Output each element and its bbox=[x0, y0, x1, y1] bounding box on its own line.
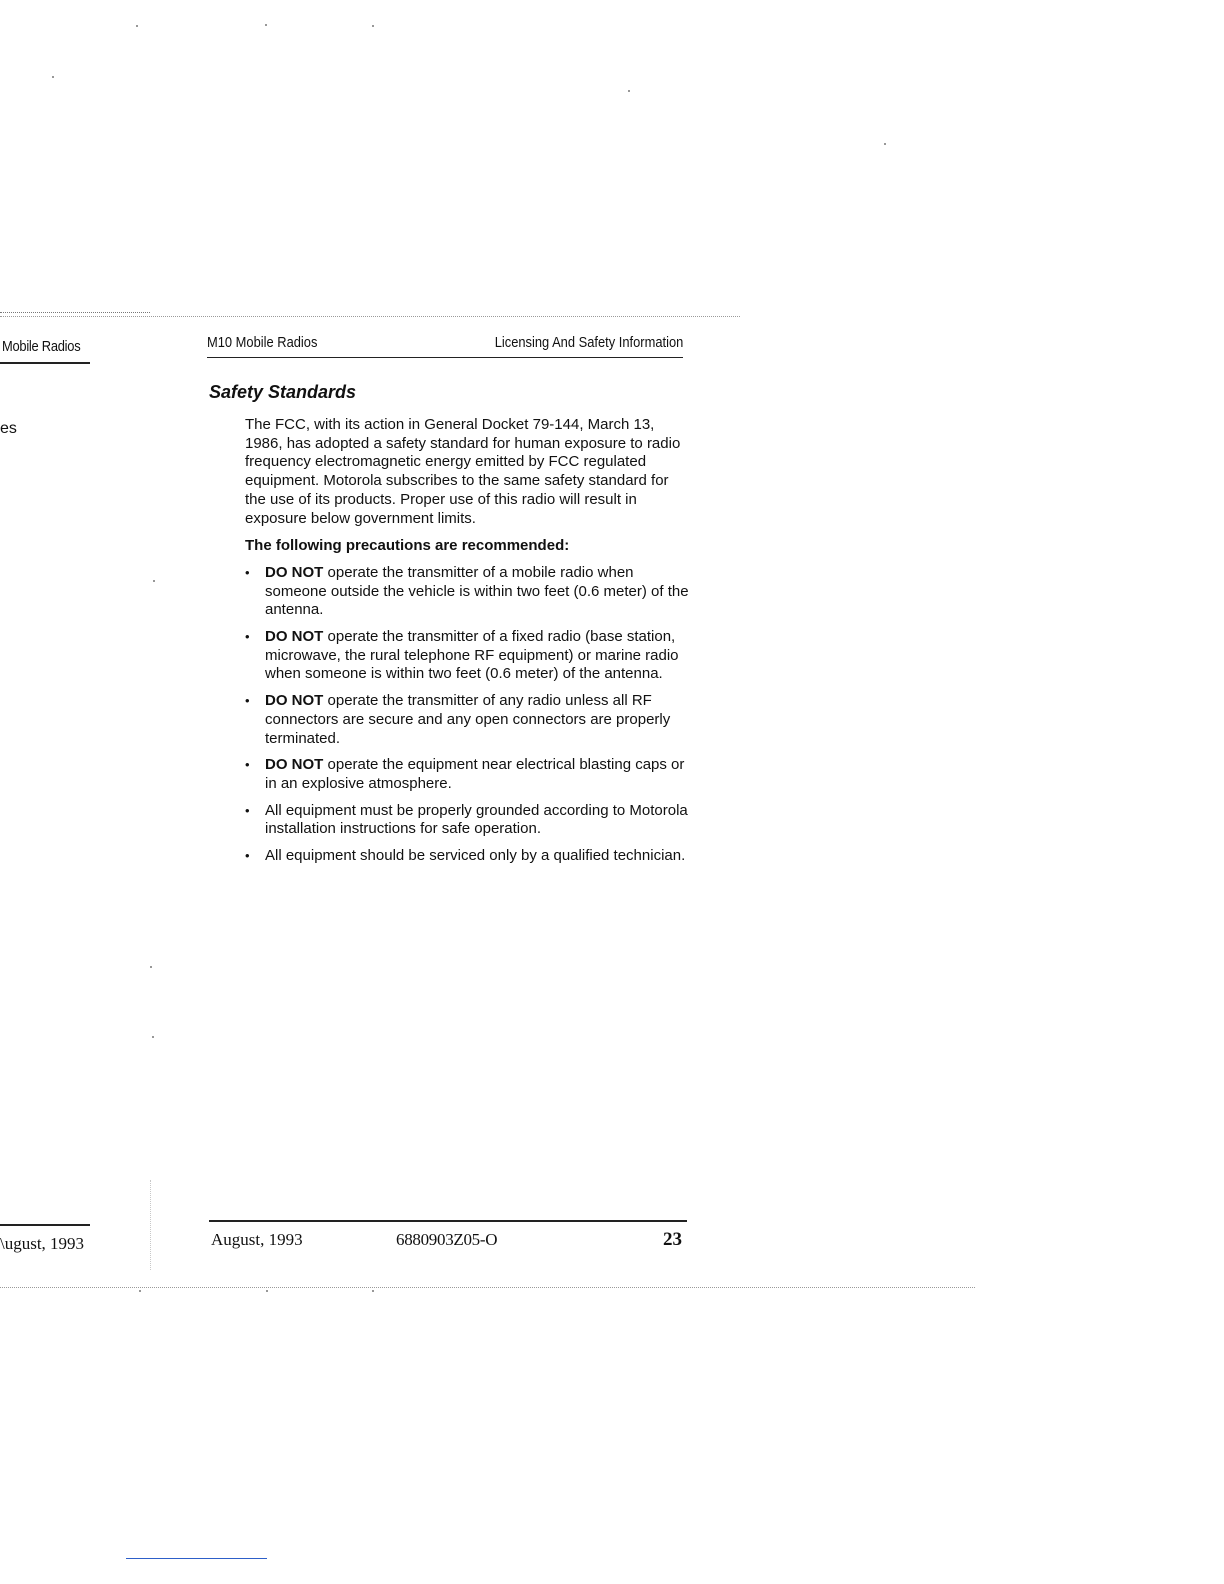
list-item bbox=[245, 847, 690, 866]
scan-speck bbox=[139, 1290, 141, 1292]
scan-edge-line bbox=[0, 316, 740, 317]
bullet-icon: • bbox=[245, 564, 250, 580]
page-fold-line bbox=[150, 1180, 151, 1270]
scan-edge-line bbox=[0, 1287, 975, 1288]
emphasis-text: DO NOT bbox=[265, 692, 324, 710]
list-item-text: operate the equipment near electrical blasting caps or in an explosive atmosphere. bbox=[265, 756, 685, 792]
section-title: Safety Standards bbox=[209, 382, 357, 402]
scan-speck bbox=[150, 966, 152, 968]
scan-speck bbox=[372, 1290, 374, 1292]
bullet-icon: • bbox=[245, 629, 250, 645]
scan-speck bbox=[372, 25, 374, 27]
bullet-icon: • bbox=[245, 757, 250, 773]
scan-speck bbox=[266, 1290, 268, 1292]
scan-speck bbox=[136, 25, 138, 27]
footer-date: August, 1993 bbox=[211, 1230, 303, 1249]
section-body bbox=[245, 416, 690, 874]
emphasis-text: DO NOT bbox=[265, 756, 324, 774]
manual-title: M10 Mobile Radios bbox=[207, 334, 318, 351]
page-number: 23 bbox=[663, 1229, 682, 1250]
bullet-icon: • bbox=[245, 802, 250, 818]
bullet-icon: • bbox=[245, 693, 250, 709]
list-item bbox=[245, 692, 690, 748]
previous-page-text-fragment: es bbox=[0, 420, 17, 437]
footer-rule bbox=[209, 1220, 687, 1222]
previous-page-header-rule bbox=[0, 362, 90, 364]
blue-underline-mark bbox=[126, 1558, 267, 1559]
list-item-text: All equipment should be serviced only by a qualified technician. bbox=[265, 847, 686, 865]
page-header bbox=[207, 334, 683, 358]
scan-speck bbox=[153, 580, 155, 582]
list-item-text: operate the transmitter of a fixed radio (base station, microwave, the rural telephone RF equipment) or marine radio when someone is within two feet (0.6 meter) of the antenna. bbox=[265, 628, 679, 683]
header-rule bbox=[207, 357, 683, 358]
list-item-text: operate the transmitter of any radio unless all RF connectors are secure and any open connectors are properly terminated. bbox=[265, 692, 671, 747]
emphasis-text: DO NOT bbox=[265, 628, 324, 646]
previous-page-footer: \ugust, 1993 bbox=[0, 1234, 85, 1253]
previous-page-footer-rule bbox=[0, 1224, 90, 1226]
list-item-text: operate the transmitter of a mobile radio when someone outside the vehicle is within two feet (0.6 meter) of the antenna. bbox=[265, 563, 689, 619]
scan-speck bbox=[152, 1036, 154, 1038]
precautions-list bbox=[245, 564, 690, 866]
previous-page-header: Mobile Radios bbox=[2, 338, 81, 355]
list-item bbox=[245, 564, 690, 620]
scan-speck bbox=[884, 143, 886, 145]
list-item-text: All equipment must be properly grounded according to Motorola installation instructions for safe operation. bbox=[265, 801, 688, 838]
intro-paragraph: The FCC, with its action in General Docket 79-144, March 13, 1986, has adopted a safety standard for human exposure to radio frequency electromagnetic energy emitted by FCC regulated equipment. Motorola subscribes to the same safety standard for the use of its products. Proper use of this radio will result in exposure below government limits. bbox=[245, 416, 681, 527]
scan-edge-line bbox=[0, 312, 150, 313]
chapter-title: Licensing And Safety Information bbox=[494, 334, 683, 351]
list-item bbox=[245, 628, 690, 684]
precautions-heading: The following precautions are recommended: bbox=[245, 537, 570, 555]
emphasis-text: DO NOT bbox=[265, 563, 324, 581]
list-item bbox=[245, 756, 690, 793]
scan-speck bbox=[265, 24, 267, 26]
scan-speck bbox=[52, 76, 54, 78]
bullet-icon: • bbox=[245, 848, 250, 864]
list-item bbox=[245, 802, 690, 839]
scan-speck bbox=[628, 90, 630, 92]
document-number: 6880903Z05-O bbox=[396, 1230, 498, 1249]
